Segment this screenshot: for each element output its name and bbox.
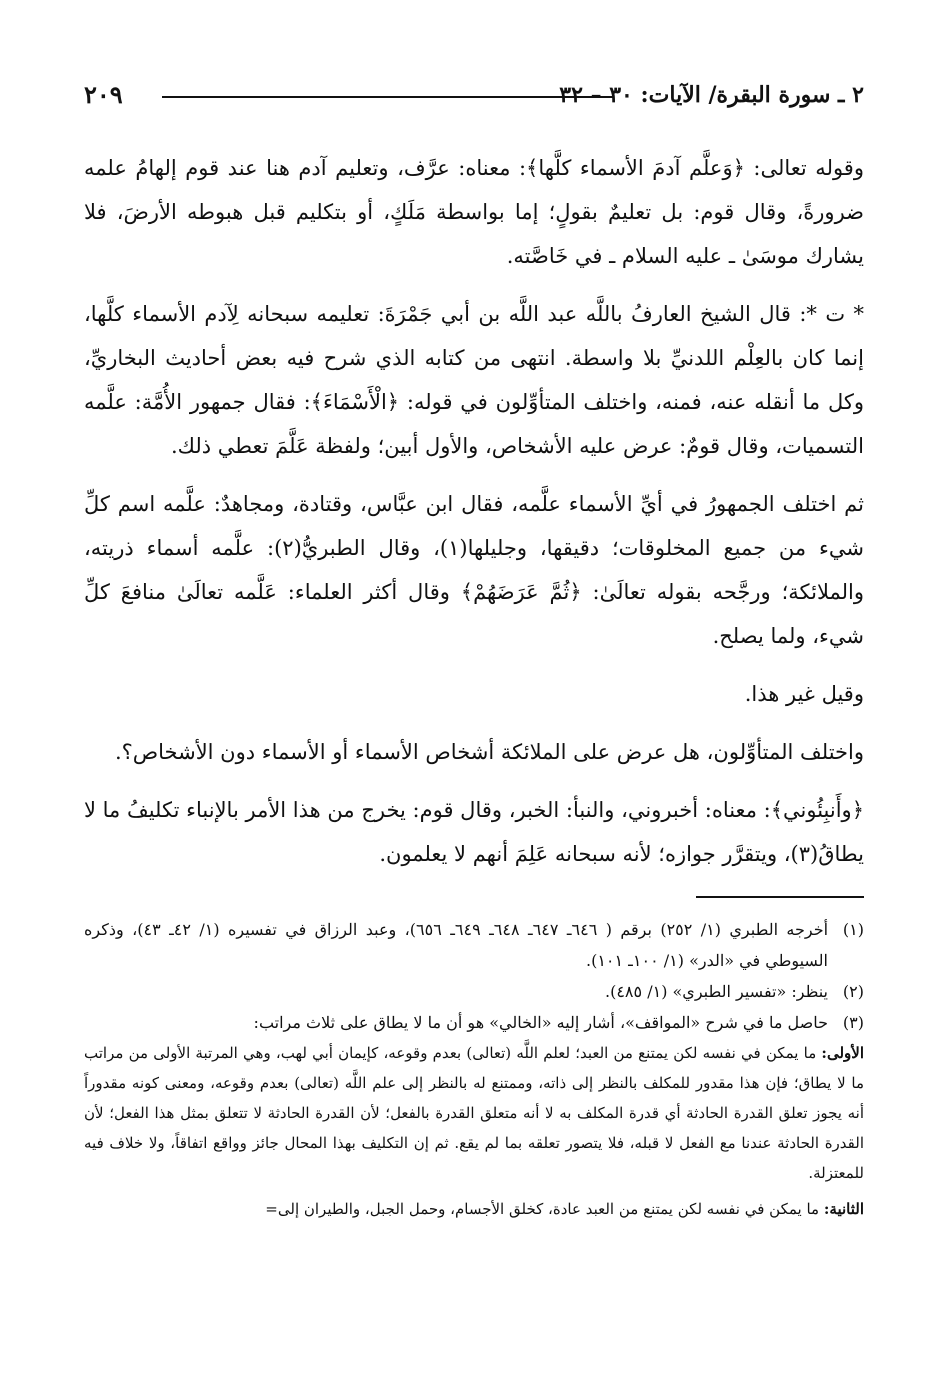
paragraph: * ت *: قال الشيخ العارفُ باللَّه عبد اللَّه بن أبي جَمْرَةَ: تعليمه سبحانه لِآدم الأسماء كلَّها، إنما كان بالعِلْم اللدنيِّ بلا واسطة. انتهى من كتابه الذي شرح فيه بعض أحاديث البخاريِّ، وكل ما أنقله عنه، فمنه، واختلف المتأوِّلون في قوله: ﴿الْأَسْمَاءَ﴾: فقال جمهور الأُمَّة: علَّمه التسميات، وقال قومٌ: عرض عليه الأشخاص، والأول أبين؛ ولفظة عَلَّمَ تعطي ذلك. bbox=[84, 302, 864, 458]
book-page bbox=[84, 78, 864, 1224]
paragraph: واختلف المتأوِّلون، هل عرض على الملائكة أشخاص الأسماء أو الأسماء دون الأشخاص؟. bbox=[114, 740, 864, 764]
footnote-item bbox=[84, 914, 864, 976]
running-header bbox=[84, 78, 864, 112]
page-number: ٢٠٩ bbox=[84, 80, 123, 109]
subparagraph-lead: الأولى: bbox=[821, 1044, 864, 1062]
subparagraph-text: ما يمكن في نفسه لكن يمتنع من العبد؛ لعلم اللَّه (تعالى) بعدم وقوعه، كإيمان أبي لهب، وهي المرتبة الأولى من مراتب ما لا يطاق؛ فإن هذا مقدور للمكلف بالنظر إلى ذاته، وممتنع له بالنظر إلى علم اللَّه (تعالى) بعدم وقوعه، ومعنى كونه مقدوراً أنه يجوز تعلق القدرة الحادثة أي قدرة المكلف به لا أنه متعلق القدرة بالفعل؛ لأن القدرة الحادثة لا تتعلق بمثل هذا الفعل؛ لأن القدرة الحادثة عندنا مع الفعل لا قبله، فلا يتصور تعلقه بما لم يقع. ثم إن التكليف بهذا المحال جائز وواقع اتفاقاً، ولا خلاف فيه للمعتزلة. bbox=[84, 1044, 864, 1182]
paragraph: ثم اختلف الجمهورُ في أيِّ الأسماء علَّمه، فقال ابن عبَّاس، وقتادة، ومجاهدٌ: علَّمه اسم كلِّ شيء من جميع المخلوقات؛ دقيقها، وجليلها(١)، وقال الطبريُّ(٢): علَّمه أسماء ذريته، والملائكة؛ ورجَّحه بقوله تعالَىٰ: ﴿ثُمَّ عَرَضَهُمْ﴾ وقال أكثر العلماء: عَلَّمه تعالَىٰ منافعَ كلِّ شيء، ولما يصلح. bbox=[84, 492, 865, 648]
footnote-number: (١) bbox=[842, 920, 864, 939]
footnote-text: حاصل ما في شرح «المواقف»، أشار إليه «الخالي» هو أن ما لا يطاق على ثلاث مراتب: bbox=[253, 1013, 828, 1032]
footnote-text: أخرجه الطبري (١/ ٢٥٢) برقم ( ٦٤٦ـ ٦٤٧ـ ٦٤٨ـ ٦٤٩ـ ٦٥٦)، وعبد الرزاق في تفسيره (١/ ٤٢ـ ٤٣)، وذكره السيوطي في «الدر» (١/ ١٠٠ـ ١٠١). bbox=[84, 920, 829, 970]
footnote-item bbox=[84, 1007, 864, 1038]
footnote-detail bbox=[84, 1038, 864, 1224]
chapter-title: ٢ ـ سورة البقرة/ الآيات: ٣٠ – ٣٢ bbox=[549, 82, 864, 108]
footnote-item bbox=[84, 976, 864, 1007]
header-rule bbox=[162, 96, 614, 98]
subparagraph-text: ما يمكن في نفسه لكن يمتنع من العبد عادة، كخلق الأجسام، وحمل الجبل، والطيران إلى= bbox=[265, 1200, 824, 1218]
main-text bbox=[84, 146, 864, 876]
footnote-number: (٣) bbox=[842, 1013, 864, 1032]
paragraph: ﴿وأَنبِئُوني﴾: معناه: أخبروني، والنبأ: الخبر، وقال قوم: يخرج من هذا الأمر بالإنباء تكليفُ ما لا يطاقُ(٣)، ويتقرَّر جوازه؛ لأنه سبحانه عَلِمَ أنهم لا يعلمون. bbox=[84, 798, 864, 866]
footnote-subparagraph bbox=[84, 1194, 864, 1224]
footnote-text: ينظر: «تفسير الطبري» (١/ ٤٨٥). bbox=[605, 982, 828, 1001]
footnote-subparagraph bbox=[84, 1038, 864, 1188]
footnote-number: (٢) bbox=[842, 982, 864, 1001]
paragraph: وقوله تعالى: ﴿وَعلَّم آدمَ الأسماء كلَّها﴾: معناه: عرَّف، وتعليم آدم هنا عند قوم إلهامُ علمه ضرورةً، وقال قوم: بل تعليمٌ بقولٍ؛ إما بواسطة مَلَكٍ، أو بتكليم قبل هبوطه الأرضَ، فلا يشارك موسَىٰ ـ عليه السلام ـ في خَاصَّته. bbox=[84, 156, 864, 268]
paragraph: وقيل غير هذا. bbox=[744, 682, 864, 706]
subparagraph-lead: الثانية: bbox=[823, 1200, 864, 1218]
footnotes bbox=[84, 914, 864, 1224]
footnote-separator bbox=[696, 896, 864, 898]
